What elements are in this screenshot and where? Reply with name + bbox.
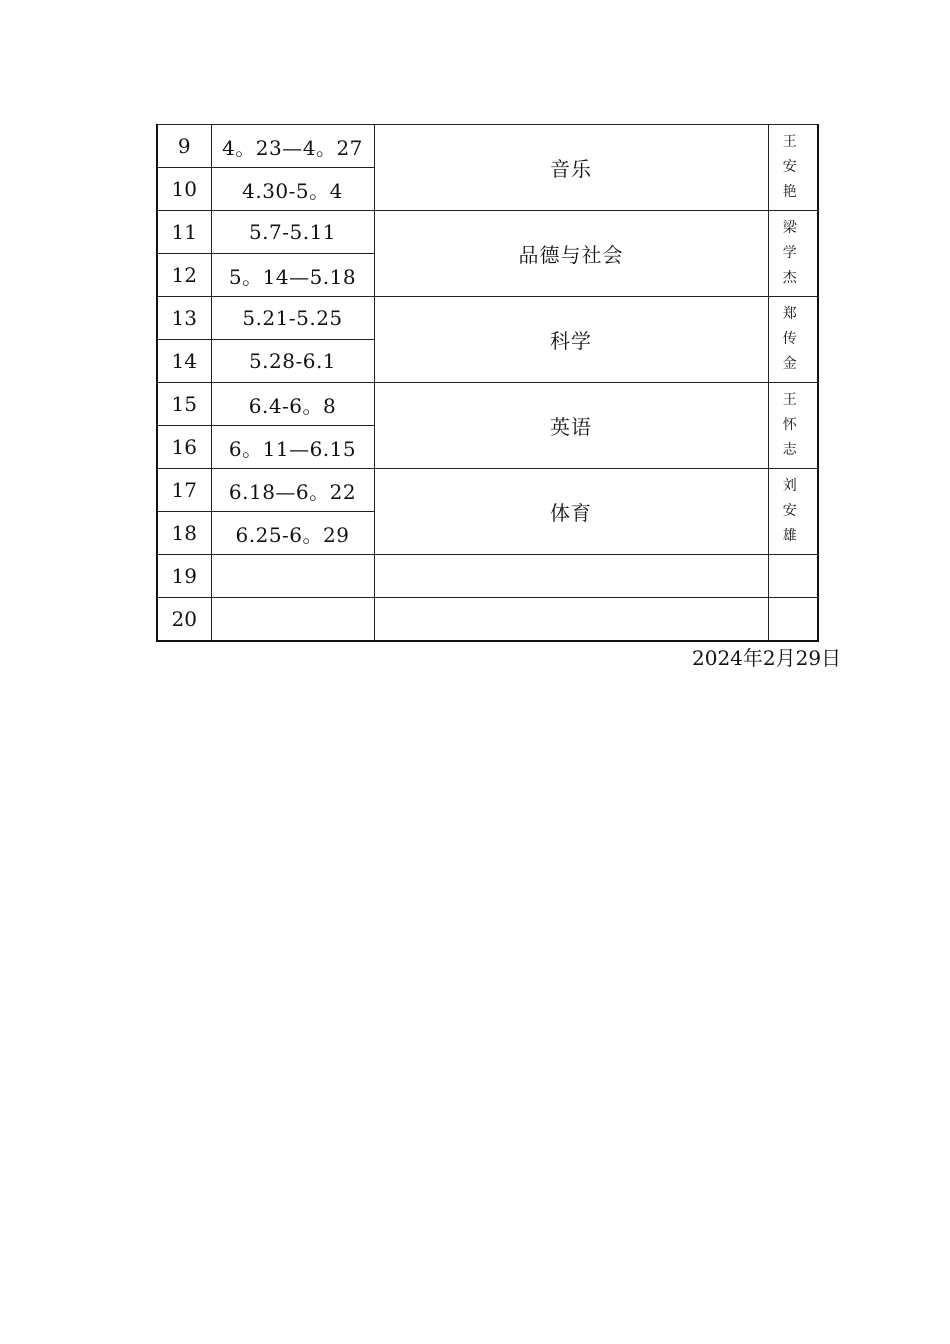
week-number: 16: [157, 426, 211, 469]
week-date-range: 5.7-5.11: [211, 211, 374, 254]
week-number: 10: [157, 168, 211, 211]
subject-cell: 音乐: [374, 125, 768, 211]
table-row: [157, 598, 818, 642]
signature-date: 2024年2月29日: [692, 646, 842, 670]
week-date-range: 4。23—4。27: [211, 125, 374, 168]
week-number: 15: [157, 383, 211, 426]
teacher-cell: [768, 469, 818, 555]
week-date-range: 6.4-6。8: [211, 383, 374, 426]
teacher-name: 刘安雄: [782, 478, 803, 544]
teacher-name: 郑传金: [782, 306, 803, 372]
week-date-range: 6.25-6。29: [211, 512, 374, 555]
teacher-cell: [768, 297, 818, 383]
week-date-range: [211, 555, 374, 598]
table-row: [157, 297, 818, 340]
table-row: [157, 383, 818, 426]
subject-cell: [374, 598, 768, 642]
week-date-range: 5.21-5.25: [211, 297, 374, 340]
week-date-range: 6。11—6.15: [211, 426, 374, 469]
week-number: 14: [157, 340, 211, 383]
week-number: 9: [157, 125, 211, 168]
week-date-range: 5。14—5.18: [211, 254, 374, 297]
table-row: [157, 211, 818, 254]
table-row: [157, 555, 818, 598]
week-date-range: 6.18—6。22: [211, 469, 374, 512]
week-date-range: 5.28-6.1: [211, 340, 374, 383]
teacher-cell: [768, 211, 818, 297]
teacher-name: 王怀志: [782, 392, 803, 458]
week-date-range: [211, 598, 374, 642]
week-date-range: 4.30-5。4: [211, 168, 374, 211]
subject-cell: [374, 555, 768, 598]
subject-cell: 英语: [374, 383, 768, 469]
teacher-cell: [768, 555, 818, 598]
week-number: 11: [157, 211, 211, 254]
teacher-cell: [768, 383, 818, 469]
teacher-cell: [768, 598, 818, 642]
schedule-table: [156, 124, 819, 642]
teacher-cell: [768, 125, 818, 211]
week-number: 20: [157, 598, 211, 642]
week-number: 13: [157, 297, 211, 340]
subject-cell: 科学: [374, 297, 768, 383]
teacher-name: 王安艳: [782, 134, 803, 200]
week-number: 19: [157, 555, 211, 598]
week-number: 18: [157, 512, 211, 555]
teacher-name: 梁学杰: [782, 220, 803, 286]
subject-cell: 品德与社会: [374, 211, 768, 297]
table-row: [157, 469, 818, 512]
week-number: 12: [157, 254, 211, 297]
week-number: 17: [157, 469, 211, 512]
subject-cell: 体育: [374, 469, 768, 555]
table-row: [157, 125, 818, 168]
